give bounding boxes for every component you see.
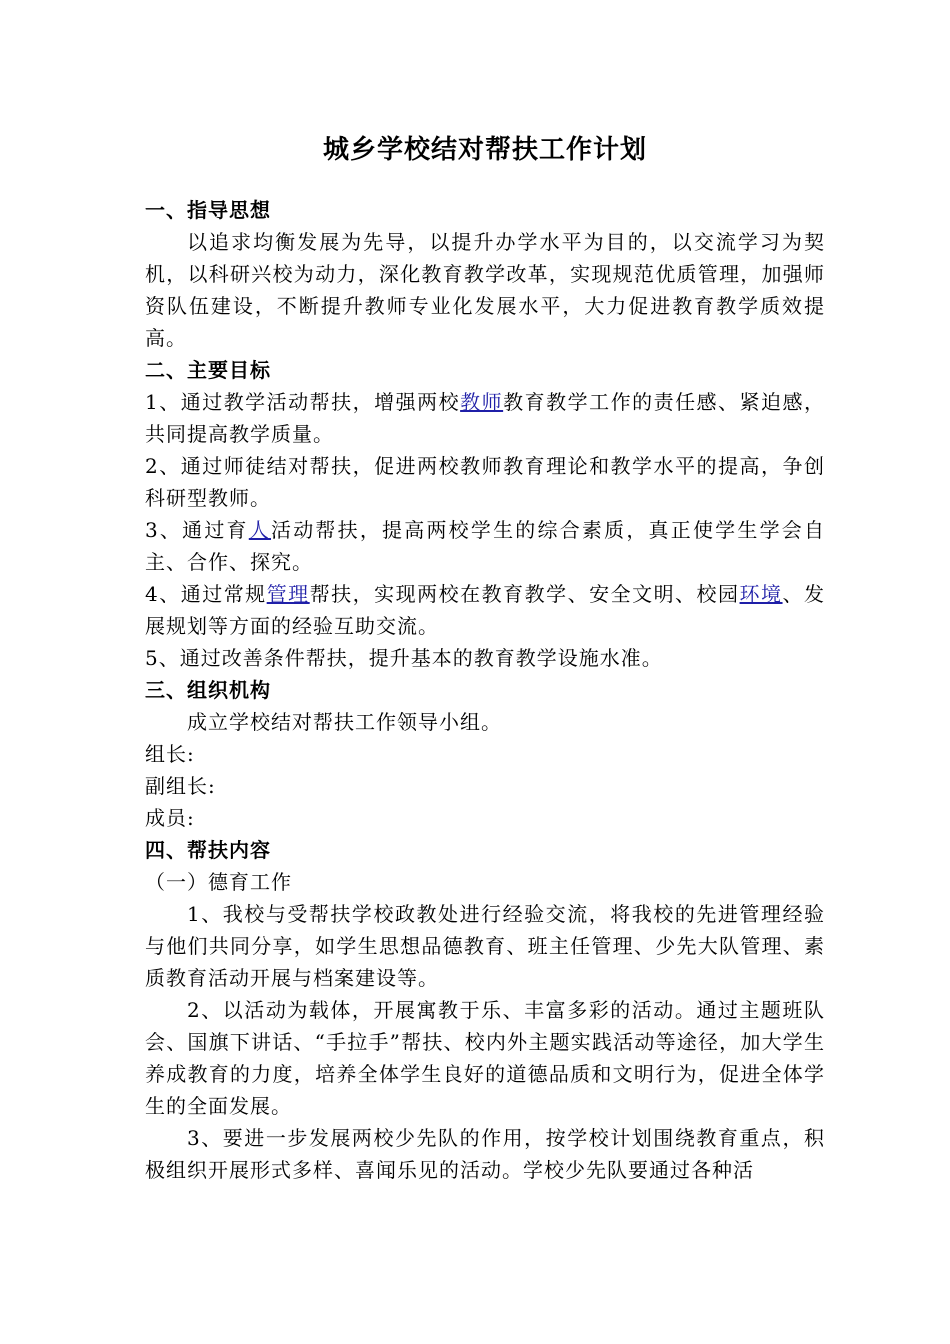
moral-education-paragraph-2: 2、以活动为载体，开展寓教于乐、丰富多彩的活动。通过主题班队会、国旗下讲话、“手拉手”帮扶、校内外主题实践活动等途径，加大学生养成教育的力度，培养全体学生良好的道德品质和文明行为，促进全体学生的全面发展。: [145, 998, 825, 1118]
document-body: [145, 128, 825, 1186]
goal-item-3-text-a: 3、通过育: [145, 518, 249, 542]
goal-item-1-text-b: 教育教学工作的责任感、紧迫感，共同提高教学质量。: [145, 390, 826, 446]
goal-item-2: 2、通过师徒结对帮扶，促进两校教师教育理论和教学水平的提高，争创科研型教师。: [145, 454, 825, 510]
guiding-thought-paragraph: 以追求均衡发展为先导，以提升办学水平为目的，以交流学习为契机，以科研兴校为动力，深化教育教学改革，实现规范优质管理，加强师资队伍建设，不断提升教师专业化发展水平，大力促进教育教学质效提高。: [145, 230, 825, 350]
section-heading-support-content: 四、帮扶内容: [145, 838, 271, 862]
section-heading-main-goals: 二、主要目标: [145, 358, 271, 382]
moral-education-paragraph-3: 3、要进一步发展两校少先队的作用，按学校计划围绕教育重点，积极组织开展形式多样、喜闻乐见的活动。学校少先队要通过各种活: [145, 1126, 825, 1182]
goal-item-5: 5、通过改善条件帮扶，提升基本的教育教学设施水准。: [145, 646, 663, 670]
organization-members: 成员:: [145, 806, 195, 830]
goal-item-4-text-c: 、发展规划等方面的经验互助交流。: [145, 582, 826, 638]
link-environment[interactable]: 环境: [739, 582, 783, 606]
section-heading-organization: 三、组织机构: [145, 678, 271, 702]
goal-item-3: [145, 514, 825, 578]
goal-item-3-text-b: 活动帮扶，提高两校学生的综合素质，真正使学生学会自主、合作、探究。: [145, 518, 826, 574]
organization-paragraph: 成立学校结对帮扶工作领导小组。: [187, 710, 502, 734]
link-person[interactable]: 人: [248, 518, 271, 542]
goal-item-4-text-b: 帮扶，实现两校在教育教学、安全文明、校园: [309, 582, 740, 606]
section-heading-guiding-thought: 一、指导思想: [145, 198, 271, 222]
organization-leader: 组长:: [145, 742, 195, 766]
goal-item-4-text-a: 4、通过常规: [145, 582, 267, 606]
goal-item-1-text-a: 1、通过教学活动帮扶，增强两校: [145, 390, 461, 414]
moral-education-paragraph-1: 1、我校与受帮扶学校政教处进行经验交流，将我校的先进管理经验与他们共同分享，如学生思想品德教育、班主任管理、少先大队管理、素质教育活动开展与档案建设等。: [145, 902, 825, 990]
subsection-moral-education: （一）德育工作: [145, 870, 292, 894]
goal-item-4: [145, 578, 825, 642]
goal-item-1: [145, 386, 825, 450]
link-teacher[interactable]: 教师: [460, 390, 504, 414]
document-title: 城乡学校结对帮扶工作计划: [322, 135, 647, 165]
organization-deputy: 副组长:: [145, 774, 216, 798]
link-management[interactable]: 管理: [266, 582, 310, 606]
